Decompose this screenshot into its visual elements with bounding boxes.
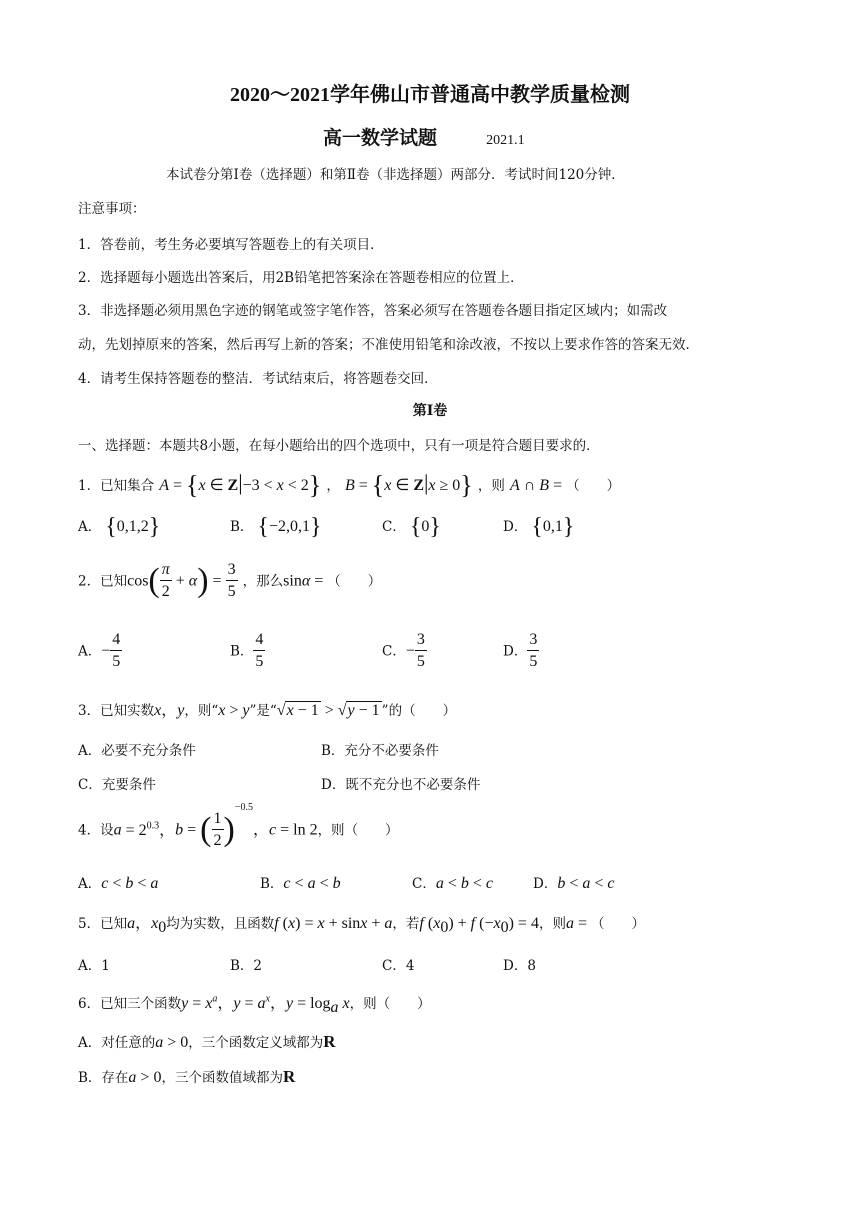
- exam-title: 2020～2021学年佛山市普通高中教学质量检测: [230, 84, 630, 106]
- notice-item-1: 1．答卷前，考生务必要填写答题卷上的有关项目．: [78, 237, 384, 253]
- q4-blank: （ ）: [344, 822, 399, 839]
- q3-option-d[interactable]: D．既不充分也不必要条件: [321, 777, 481, 793]
- q3-blank: （ ）: [402, 703, 457, 719]
- q5-option-a[interactable]: A．1: [78, 958, 110, 974]
- section-instruction: 一、选择题：本题共8小题，在每小题给出的四个选项中，只有一项是符合题目要求的．: [78, 438, 600, 454]
- exam-date: 2021.1: [486, 133, 525, 148]
- notice-item-2: 2．选择题每小题选出答案后，用2B铅笔把答案涂在答题卷相应的位置上．: [78, 270, 524, 286]
- notice-heading: 注意事项：: [78, 201, 146, 217]
- exam-intro: 本试卷分第Ⅰ卷（选择题）和第Ⅱ卷（非选择题）两部分．考试时间120分钟．: [166, 167, 625, 183]
- q2-option-c[interactable]: C．− $\frac{3}{5}$: [382, 631, 425, 670]
- q3-option-c[interactable]: C．充要条件: [78, 777, 156, 793]
- q1-blank: （ ）: [566, 478, 621, 494]
- q1-option-b[interactable]: B． {−2,0,1}: [230, 514, 322, 540]
- q1-option-d[interactable]: D． {0,1}: [503, 514, 575, 540]
- subtitle-row: [323, 123, 525, 150]
- q2-stem: 2．已知: [78, 573, 128, 590]
- q6-option-b[interactable]: B．存在a > 0，三个函数值域都为R: [78, 1067, 296, 1086]
- notice-item-3: 3．非选择题必须用黑色字迹的钢笔或签字笔作答，答案必须写在答题卷各题目指定区域内；如需改: [78, 303, 668, 319]
- q4-option-b[interactable]: B．c < a < b: [260, 875, 341, 892]
- q4-option-c[interactable]: C．a < b < c: [412, 875, 494, 892]
- notice-item-4: 4．请考生保持答题卷的整洁．考试结束后，将答题卷交回．: [78, 371, 438, 387]
- notice-item-3-cont: 动，先划掉原来的答案，然后再写上新的答案；不准使用铅笔和涂改液，不按以上要求作答的答案无效．: [78, 337, 699, 353]
- q3-option-a[interactable]: A．必要不充分条件: [78, 743, 196, 759]
- question-2: 2．已知cos( $\frac{\pi}{2}$ + α) = $\frac{3}{5}$ ，那么sinα = （ ）: [78, 561, 382, 600]
- q2-option-d[interactable]: D． $\frac{3}{5}$: [503, 631, 538, 670]
- q1-set-a: A: [159, 477, 169, 494]
- question-5: 5．已知a，$x_0$均为实数，且函数f (x) = x + sinx + a，若f $(x_0) + f$ $(-x_0) = 4$，则a = （ ）: [78, 915, 645, 937]
- q5-option-d[interactable]: D．8: [503, 958, 536, 974]
- q6-stem: 6．已知三个函数: [78, 996, 182, 1012]
- q2-blank: （ ）: [327, 573, 382, 590]
- question-6: 6．已知三个函数$y = x^a$，$y = a^x$，$y = \log_a x$，则（ ）: [78, 993, 431, 1017]
- q4-stem: 4．设: [78, 822, 114, 839]
- q1-set-b: B: [344, 477, 355, 494]
- q1-stem: 1．已知集合: [78, 478, 155, 494]
- q2-option-a[interactable]: A．− $\frac{4}{5}$: [78, 631, 121, 670]
- section-title: 第Ⅰ卷: [412, 403, 448, 419]
- q5-option-c[interactable]: C．4: [382, 958, 415, 974]
- q6-blank: （ ）: [376, 996, 431, 1012]
- q3-stem: 3．已知实数: [78, 703, 155, 719]
- exam-subtitle: 高一数学试题: [323, 128, 438, 149]
- question-3: 3．已知实数x，y，则“x > y”是“√x − 1 > √y − 1 ”的（ ）: [78, 702, 457, 719]
- q6-option-a[interactable]: A．对任意的a > 0，三个函数定义域都为R: [78, 1032, 336, 1051]
- q2-option-b[interactable]: B． $\frac{4}{5}$: [230, 631, 264, 670]
- q3-option-b[interactable]: B．充分不必要条件: [321, 743, 439, 759]
- q5-stem: 5．已知: [78, 916, 128, 932]
- q4-option-a[interactable]: A．c < b < a: [78, 875, 159, 892]
- question-4: 4．设$a = 2^{0.3}$，b = ( $\frac{1}{2}$ )$^{-0.5}$，c = ln 2，则（ ）: [78, 802, 399, 849]
- q5-option-b[interactable]: B．2: [230, 958, 263, 974]
- q1-option-a[interactable]: A． {0,1,2}: [78, 514, 161, 540]
- q1-option-c[interactable]: C． {0}: [382, 514, 441, 540]
- question-1: 1．已知集合 A = {x ∈ Z|−3 < x < 2} ， B = {x ∈ Z|x ≥ 0} ，则 A ∩ B = （ ）: [78, 470, 621, 500]
- q5-blank: （ ）: [590, 916, 645, 932]
- q4-option-d[interactable]: D．b < a < c: [533, 875, 615, 892]
